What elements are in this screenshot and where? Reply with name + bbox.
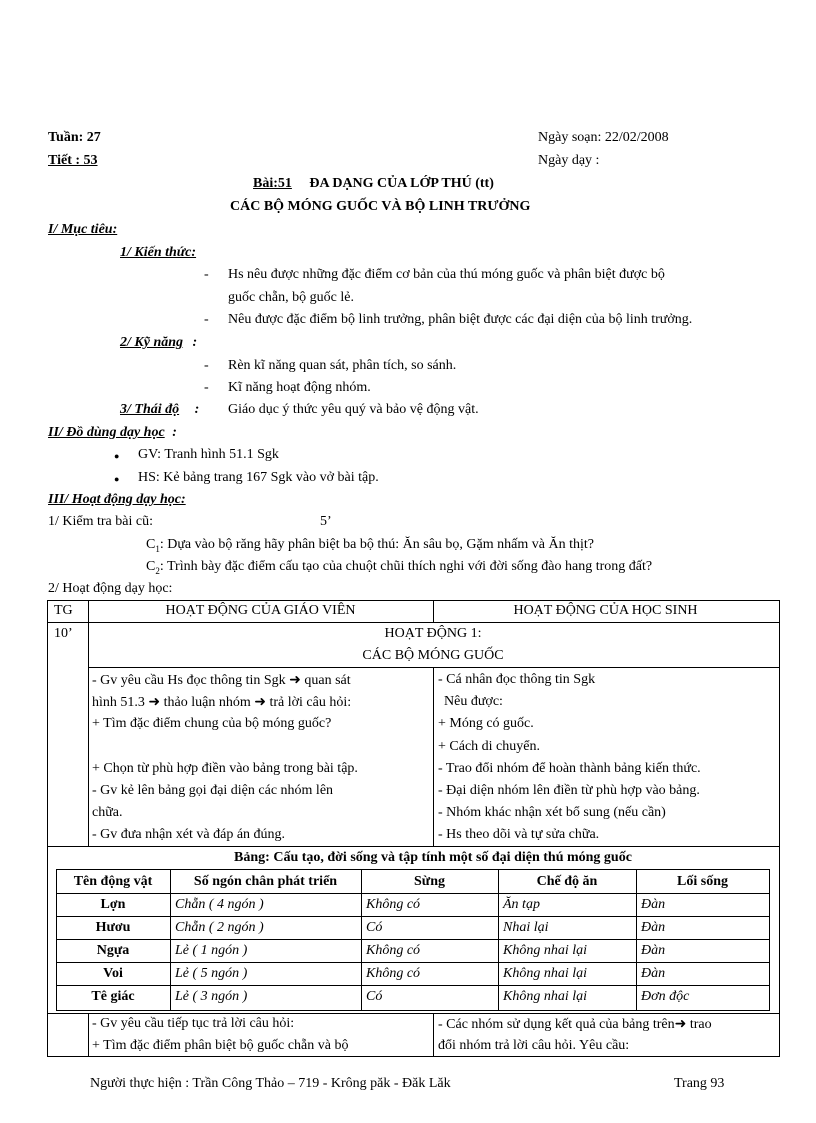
inner-header-horns: Sừng	[414, 874, 445, 889]
followup-teacher-2: + Tìm đặc điểm phân biệt bộ guốc chẵn và bộ	[92, 1038, 349, 1053]
table-row-horns: Có	[366, 920, 383, 935]
table-row-lifestyle: Đơn độc	[641, 989, 690, 1004]
inner-hline	[56, 893, 770, 894]
student-line-8: - Hs theo dõi và tự sửa chữa.	[438, 827, 600, 842]
lesson-number: Bài:51	[253, 176, 292, 191]
inner-header-lifestyle: Lối sống	[677, 874, 728, 889]
skills-item-1: - Rèn kĩ năng quan sát, phân tích, so sánh.	[228, 358, 456, 374]
inner-table-caption: Bảng: Cấu tạo, đời sống và tập tính một số đại diện thú móng guốc	[234, 850, 632, 865]
skills-heading-wrap	[120, 335, 197, 351]
inner-vline	[361, 869, 362, 1010]
materials-teacher: ● GV: Tranh hình 51.1 Sgk	[138, 447, 279, 463]
activities-heading: III/ Hoạt động dạy học:	[48, 492, 186, 507]
teacher-line-6: chữa.	[92, 805, 123, 820]
student-line-4: + Cách di chuyển.	[438, 739, 540, 754]
footer-author: Người thực hiện : Trần Công Thảo – 719 - Krông păk - Đăk Lăk	[90, 1076, 451, 1091]
table-row-diet: Ăn tạp	[503, 897, 540, 912]
table-row-diet: Nhai lại	[503, 920, 549, 935]
table-row-animal: Voi	[103, 966, 123, 981]
table-row-toes: Chẵn ( 4 ngón )	[175, 897, 264, 912]
table-row-toes: Lẻ ( 5 ngón )	[175, 966, 248, 981]
inner-header-diet: Chế độ ăn	[536, 874, 598, 889]
table-row-animal: Hươu	[95, 920, 131, 935]
student-line-2: Nêu được:	[444, 694, 503, 709]
teacher-line-1b: quan sát	[304, 673, 351, 688]
followup-student-2: đổi nhóm trả lời câu hỏi. Yêu cầu:	[438, 1038, 630, 1053]
table-row-animal: Tê giác	[91, 989, 135, 1004]
inner-header-toes: Số ngón chân phát triển	[193, 874, 338, 889]
knowledge-item-1: - Hs nêu được những đặc điểm cơ bản của thú móng guốc và phân biệt được bộ	[228, 267, 665, 283]
followup-teacher-1: - Gv yêu cầu tiếp tục trả lời câu hỏi:	[92, 1016, 295, 1031]
question-1-text: : Dựa vào bộ răng hãy phân biệt ba bộ thú: Ăn sâu bọ, Gặm nhấm và Ăn thịt?	[159, 537, 594, 552]
inner-vline	[636, 869, 637, 1010]
inner-hline	[56, 939, 770, 940]
lesson-name: ĐA DẠNG CỦA LỚP THÚ (tt)	[309, 176, 494, 191]
student-line-7: - Nhóm khác nhận xét bổ sung (nếu cần)	[438, 805, 666, 820]
teacher-line-1	[92, 672, 351, 689]
materials-colon: :	[172, 425, 177, 440]
activity-title-2: CÁC BỘ MÓNG GUỐC	[362, 648, 504, 663]
question-1-label: C	[146, 537, 156, 552]
teaching-label: 2/ Hoạt động dạy học:	[48, 581, 173, 596]
teacher-line-2a: hình 51.3	[92, 695, 145, 710]
table-row-lifestyle: Đàn	[641, 943, 666, 958]
student-line-3: + Móng có guốc.	[438, 716, 534, 731]
table-row-horns: Không có	[366, 943, 421, 958]
table-row-horns: Có	[366, 989, 383, 1004]
teacher-line-2	[92, 694, 351, 711]
inner-vline	[170, 869, 171, 1010]
activity-time: 10’	[54, 626, 73, 641]
teacher-line-2b: thảo luận nhóm	[163, 695, 251, 710]
table-row-lifestyle: Đàn	[641, 920, 666, 935]
check-label: 1/ Kiểm tra bài cũ:	[48, 514, 153, 529]
hline-header	[47, 622, 779, 623]
skills-heading: 2/ Kỹ năng	[120, 335, 184, 350]
student-line-1: - Cá nhân đọc thông tin Sgk	[438, 672, 596, 687]
inner-header-animal: Tên động vật	[73, 874, 153, 889]
arrow-icon: ➜	[254, 695, 266, 710]
materials-student: ● HS: Kẻ bảng trang 167 Sgk vào vở bài tập.	[138, 470, 379, 486]
knowledge-item-2: - Nêu được đặc điểm bộ linh trưởng, phân biệt được các đại diện của bộ linh trưởng.	[228, 312, 692, 328]
attitude-heading-wrap	[120, 402, 199, 418]
skills-item-2: - Kĩ năng hoạt động nhóm.	[228, 380, 371, 396]
teacher-line-7: - Gv đưa nhận xét và đáp án đúng.	[92, 827, 286, 842]
followup-student-1b: trao	[689, 1017, 712, 1032]
table-row-lifestyle: Đàn	[641, 897, 666, 912]
skills-colon: :	[192, 335, 198, 350]
student-line-5: - Trao đổi nhóm để hoàn thành bảng kiến thức.	[438, 761, 701, 776]
arrow-icon: ➜	[289, 673, 301, 688]
inner-hline	[56, 916, 770, 917]
question-1	[146, 537, 594, 554]
objectives-heading: I/ Mục tiêu:	[48, 222, 118, 237]
col-teacher-header: HOẠT ĐỘNG CỦA GIÁO VIÊN	[165, 603, 356, 618]
question-2-sub: 2	[155, 565, 160, 576]
table-row-diet: Không nhai lại	[503, 943, 588, 958]
student-line-6: - Đại diện nhóm lên điền từ phù hợp vào bảng.	[438, 783, 700, 798]
teacher-line-1a: - Gv yêu cầu Hs đọc thông tin Sgk	[92, 673, 286, 688]
week-label: Tuần: 27	[48, 130, 101, 145]
materials-heading-wrap	[48, 425, 177, 441]
inner-hline	[56, 962, 770, 963]
knowledge-item-1-cont: guốc chẵn, bộ guốc lẻ.	[228, 290, 354, 305]
question-2-label: C	[146, 559, 156, 574]
question-2-text: : Trình bày đặc điểm cấu tạo của chuột chũi thích nghi với đời sống đào hang trong đất?	[159, 559, 653, 574]
teacher-line-2c: trả lời câu hỏi:	[269, 695, 352, 710]
table-row-lifestyle: Đàn	[641, 966, 666, 981]
table-row-toes: Lẻ ( 3 ngón )	[175, 989, 248, 1004]
vline-mid-1	[433, 667, 434, 847]
table-row-horns: Không có	[366, 897, 421, 912]
col-tg-header: TG	[54, 603, 73, 618]
vline-mid-2	[433, 1013, 434, 1056]
table-row-horns: Không có	[366, 966, 421, 981]
followup-student-1a: - Các nhóm sử dụng kết quả của bảng trên	[438, 1017, 675, 1032]
date-taught: Ngày dạy :	[538, 153, 600, 168]
question-1-sub: 1	[155, 543, 160, 554]
lesson-title-line1	[253, 176, 494, 192]
period-label: Tiết : 53	[48, 153, 98, 168]
materials-heading: II/ Đồ dùng dạy học	[48, 425, 165, 440]
date-prepared: Ngày soạn: 22/02/2008	[538, 130, 669, 145]
attitude-colon: :	[194, 402, 200, 417]
knowledge-heading: 1/ Kiến thức:	[120, 245, 197, 260]
table-row-animal: Lợn	[100, 897, 126, 912]
activity-title-1: HOẠT ĐỘNG 1:	[384, 626, 482, 641]
inner-hline	[56, 985, 770, 986]
hline-before-inner	[47, 846, 779, 847]
attitude-heading: 3/ Thái độ	[120, 402, 180, 417]
vline-tg-2	[88, 1013, 89, 1056]
attitude-text: Giáo dục ý thức yêu quý và bảo vệ động vật.	[228, 402, 479, 417]
table-row-diet: Không nhai lại	[503, 989, 588, 1004]
question-2	[146, 559, 652, 576]
table-row-diet: Không nhai lại	[503, 966, 588, 981]
followup-student-1	[438, 1016, 712, 1033]
table-row-toes: Lẻ ( 1 ngón )	[175, 943, 248, 958]
inner-vline	[498, 869, 499, 1010]
lesson-title-line2: CÁC BỘ MÓNG GUỐC VÀ BỘ LINH TRƯỞNG	[230, 199, 531, 214]
teacher-line-4: + Chọn từ phù hợp điền vào bảng trong bài tập.	[92, 761, 358, 776]
hline-bottom	[47, 1056, 779, 1057]
check-time: 5’	[320, 514, 332, 529]
arrow-icon: ➜	[674, 1017, 687, 1032]
hline-after-inner	[47, 1013, 779, 1014]
table-row-toes: Chẵn ( 2 ngón )	[175, 920, 264, 935]
footer-page: Trang 93	[674, 1076, 725, 1091]
table-row-animal: Ngựa	[96, 943, 130, 958]
col-student-header: HOẠT ĐỘNG CỦA HỌC SINH	[513, 603, 698, 618]
teacher-line-5: - Gv kẻ lên bảng gọi đại diện các nhóm lên	[92, 783, 334, 798]
teacher-line-3: + Tìm đặc điểm chung của bộ móng guốc?	[92, 716, 332, 731]
arrow-icon: ➜	[148, 695, 161, 710]
